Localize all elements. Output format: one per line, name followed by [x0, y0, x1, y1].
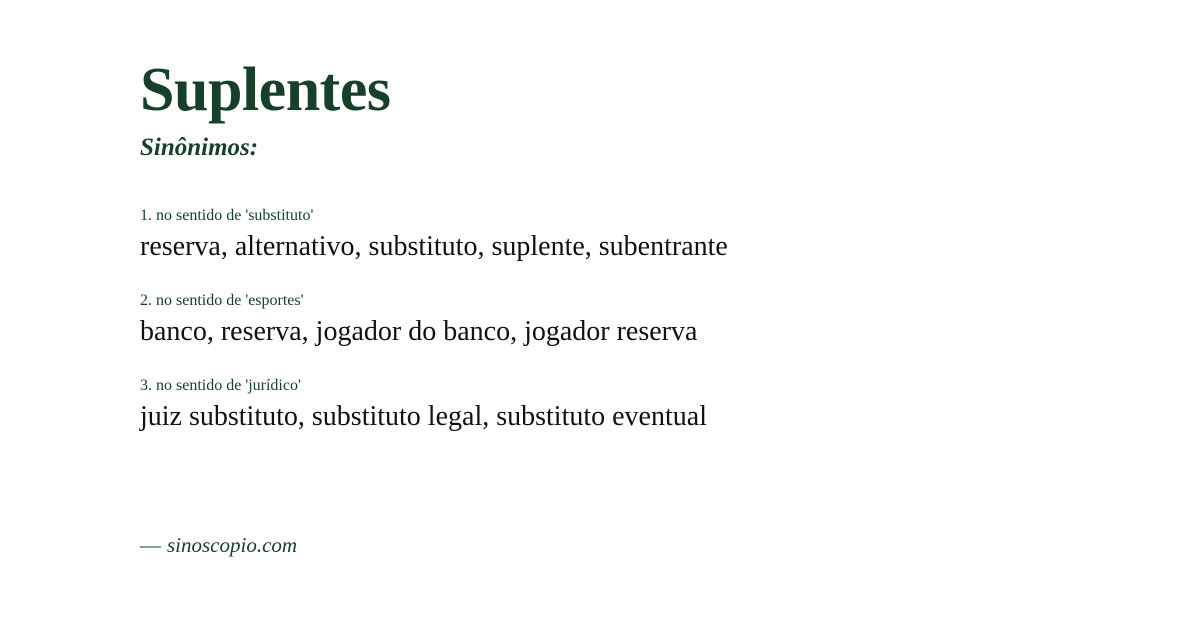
- sense-label: 1. no sentido de 'substituto': [140, 207, 314, 224]
- sense-label: 3. no sentido de 'jurídico': [140, 376, 301, 394]
- sense-synonyms: reserva, alternativo, substituto, suplente, subentrante: [140, 231, 728, 263]
- source-name: sinoscopio.com: [167, 533, 298, 557]
- synonym-sense-list: [140, 205, 1140, 459]
- page-title: Suplentes: [140, 56, 391, 124]
- source-attribution: [140, 533, 297, 558]
- list-item: [140, 375, 1140, 436]
- sense-label: 2. no sentido de 'esportes': [140, 291, 304, 309]
- em-dash: —: [140, 533, 161, 557]
- list-item: [140, 290, 1140, 351]
- sense-synonyms: juiz substituto, substituto legal, substituto eventual: [140, 400, 707, 432]
- list-item: [140, 205, 1140, 266]
- sense-synonyms: banco, reserva, jogador do banco, jogador reserva: [140, 316, 698, 348]
- section-subtitle: Sinônimos:: [140, 134, 259, 161]
